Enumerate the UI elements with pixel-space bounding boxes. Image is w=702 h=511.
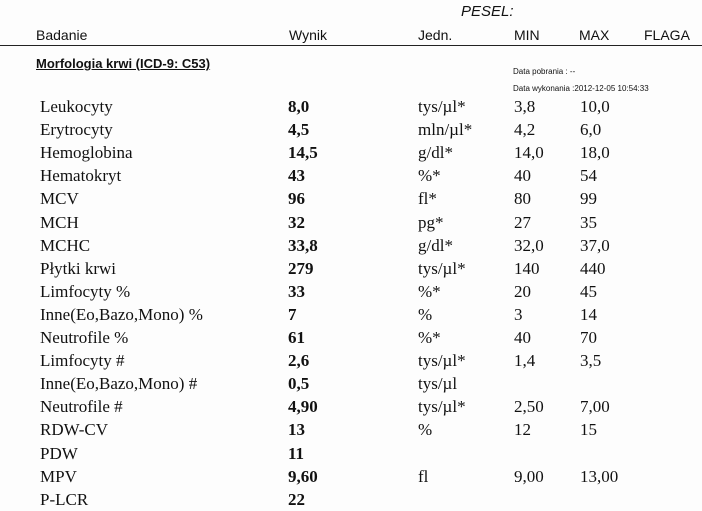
test-unit: mln/µl* — [418, 120, 473, 140]
test-min: 80 — [514, 189, 531, 209]
test-name: P-LCR — [40, 489, 89, 509]
table-row — [0, 466, 702, 488]
test-value: 279 — [288, 258, 314, 278]
test-unit: %* — [418, 281, 441, 301]
test-unit: tys/µl* — [418, 97, 466, 116]
test-min: 40 — [514, 166, 531, 186]
header-jedn: Jedn. — [418, 27, 453, 43]
test-name: MCV — [40, 189, 79, 209]
test-max: 37,0 — [580, 235, 610, 255]
test-name: Inne(Eo,Bazo,Mono) % — [40, 304, 203, 324]
pesel-label: PESEL: — [461, 3, 514, 20]
test-name: MPV — [40, 466, 77, 486]
test-value: 43 — [288, 166, 305, 186]
test-min: 3 — [514, 304, 523, 324]
test-max: 54 — [580, 166, 597, 186]
table-row — [0, 350, 702, 372]
test-value: 0,5 — [288, 374, 310, 394]
test-unit: fl* — [418, 189, 437, 209]
table-row — [0, 373, 702, 395]
test-min: 32,0 — [514, 235, 544, 255]
test-name: Płytki krwi — [40, 258, 117, 278]
test-max: 3,5 — [580, 351, 602, 371]
table-row — [0, 327, 702, 349]
test-name: Limfocyty % — [40, 281, 131, 301]
test-name: Hematokryt — [40, 166, 122, 186]
test-max: 99 — [580, 189, 597, 209]
test-value: 4,90 — [288, 397, 318, 417]
test-name: Neutrofile # — [40, 397, 123, 417]
test-max: 35 — [580, 212, 597, 232]
table-row — [0, 188, 702, 210]
test-max: 18,0 — [580, 143, 610, 163]
table-row — [0, 443, 702, 465]
table-row — [0, 212, 702, 234]
header-badanie: Badanie — [36, 27, 88, 43]
test-value: 13 — [288, 420, 305, 440]
test-min: 20 — [514, 281, 531, 301]
test-value: 32 — [288, 212, 305, 232]
test-min: 12 — [514, 420, 531, 440]
test-min: 140 — [514, 258, 540, 278]
test-name: Neutrofile % — [40, 328, 129, 347]
test-unit: g/dl* — [418, 143, 453, 163]
table-row — [0, 419, 702, 441]
table-row — [0, 235, 702, 257]
test-min: 2,50 — [514, 397, 544, 417]
test-min: 40 — [514, 328, 531, 347]
test-value: 61 — [288, 328, 305, 347]
test-value: 2,6 — [288, 351, 310, 371]
test-value: 11 — [288, 443, 305, 463]
test-name: MCHC — [40, 235, 91, 255]
test-name: Limfocyty # — [40, 351, 125, 371]
table-row — [0, 119, 702, 141]
test-value: 22 — [288, 489, 305, 509]
header-max: MAX — [579, 27, 610, 43]
test-unit: tys/µl* — [418, 258, 466, 278]
test-unit: fl — [418, 466, 429, 486]
table-row — [0, 281, 702, 303]
test-value: 33 — [288, 281, 305, 301]
test-max: 6,0 — [580, 120, 602, 140]
test-value: 7 — [288, 304, 297, 324]
test-name: Hemoglobina — [40, 143, 133, 163]
test-unit: tys/µl — [418, 374, 458, 394]
test-name: Erytrocyty — [40, 120, 113, 140]
table-row — [0, 258, 702, 280]
header-flaga: FLAGA — [644, 27, 690, 43]
test-name: MCH — [40, 212, 79, 232]
test-name: PDW — [40, 443, 78, 463]
test-min: 1,4 — [514, 351, 536, 371]
test-max: 440 — [580, 258, 606, 278]
test-max: 45 — [580, 281, 597, 301]
test-unit: g/dl* — [418, 235, 453, 255]
test-value: 14,5 — [288, 143, 318, 163]
test-value: 8,0 — [288, 97, 310, 116]
test-max: 7,00 — [580, 397, 610, 417]
test-unit: pg* — [418, 212, 444, 232]
test-min: 3,8 — [514, 97, 536, 116]
test-unit: % — [418, 304, 433, 324]
execution-date: Data wykonania :2012-12-05 10:54:33 — [513, 84, 649, 93]
test-max: 15 — [580, 420, 597, 440]
table-row — [0, 142, 702, 164]
table-row — [0, 396, 702, 418]
header-min: MIN — [514, 27, 540, 43]
test-value: 96 — [288, 189, 305, 209]
test-name: Leukocyty — [40, 97, 113, 116]
test-value: 33,8 — [288, 235, 318, 255]
collection-date: Data pobrania : -- — [513, 67, 576, 76]
test-max: 10,0 — [580, 97, 610, 116]
test-unit: tys/µl* — [418, 397, 466, 417]
test-min: 14,0 — [514, 143, 544, 163]
test-min: 4,2 — [514, 120, 536, 140]
test-unit: tys/µl* — [418, 351, 466, 371]
table-row — [0, 96, 702, 118]
test-unit: % — [418, 420, 433, 440]
test-value: 4,5 — [288, 120, 310, 140]
section-title: Morfologia krwi (ICD-9: C53) — [36, 56, 211, 71]
test-value: 9,60 — [288, 466, 318, 486]
test-max: 70 — [580, 328, 597, 347]
table-row — [0, 165, 702, 187]
header-divider — [0, 45, 702, 46]
table-row — [0, 304, 702, 326]
test-min: 9,00 — [514, 466, 544, 486]
test-name: Inne(Eo,Bazo,Mono) # — [40, 374, 198, 394]
test-unit: %* — [418, 328, 441, 347]
header-wynik: Wynik — [289, 27, 327, 43]
test-max: 14 — [580, 304, 597, 324]
table-row — [0, 489, 702, 511]
test-name: RDW-CV — [40, 420, 108, 440]
test-unit: %* — [418, 166, 441, 186]
test-min: 27 — [514, 212, 531, 232]
test-max: 13,00 — [580, 466, 619, 486]
